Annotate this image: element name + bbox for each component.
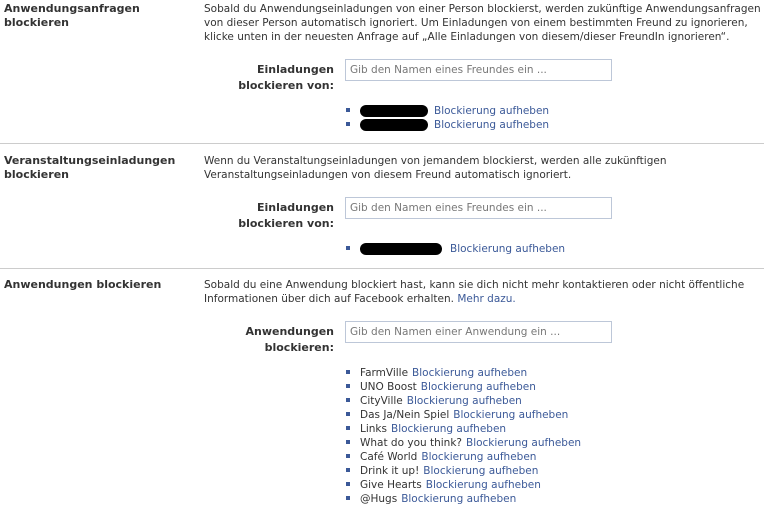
redacted-name [360,243,442,255]
bullet-icon [346,370,350,374]
redacted-name [360,119,428,131]
redacted-name [360,105,428,117]
app-name: Give Hearts [360,479,422,491]
list-item [346,464,581,478]
bullet-icon [346,412,350,416]
section-title: Anwendungsanfragen blockieren [4,2,140,29]
list-item [346,380,581,394]
field-label: Einladungen blockieren von: [238,201,334,230]
bullet-icon [346,440,350,444]
app-name: Das Ja/Nein Spiel [360,409,450,421]
section-description [204,278,764,306]
app-name: Links [360,423,387,435]
friend-name-input[interactable] [345,197,612,219]
list-item [346,478,581,492]
section-description: Sobald du Anwendungseinladungen von einer Person blockierst, werden zukünftige Anwendungsanfragen von dieser Person automatisch ignoriert. Um Einladungen von einem bestimmten Freund zu ignorieren, klicke unten in der neuesten Anfrage auf „Alle Einladungen von diesem/dieser FreundIn ignorieren“. [204,3,761,43]
app-name: Café World [360,451,418,463]
list-item [346,104,549,118]
list-item [346,366,581,380]
bullet-icon [346,454,350,458]
list-item [346,450,581,464]
app-name: FarmVille [360,367,409,379]
unblock-link[interactable]: Blockierung aufheben [420,381,536,393]
list-item [346,242,565,256]
bullet-icon [346,426,350,430]
app-name: @Hugs [360,493,398,505]
unblock-link[interactable]: Blockierung aufheben [425,479,541,491]
section-divider [0,268,764,269]
field-label: Einladungen blockieren von: [238,63,334,92]
bullet-icon [346,496,350,500]
bullet-icon [346,398,350,402]
unblock-link[interactable]: Blockierung aufheben [453,409,569,421]
unblock-link[interactable]: Blockierung aufheben [450,243,566,255]
bullet-icon [346,468,350,472]
app-name: CityVille [360,395,403,407]
section-title: Anwendungen blockieren [4,278,162,291]
list-item [346,408,581,422]
app-name: Drink it up! [360,465,420,477]
field-label: Anwendungen blockieren: [245,325,334,354]
unblock-link[interactable]: Blockierung aufheben [434,105,550,117]
blocked-list [346,104,549,132]
bullet-icon [346,246,350,250]
more-info-link[interactable]: Mehr dazu. [457,293,516,305]
blocked-apps-list [346,366,581,506]
bullet-icon [346,122,350,126]
app-name-input[interactable] [345,321,612,343]
section-description: Wenn du Veranstaltungseinladungen von jemandem blockierst, werden alle zukünftigen Veranstaltungseinladungen von diesem Freund automatisch ignoriert. [204,155,667,181]
unblock-link[interactable]: Blockierung aufheben [434,119,550,131]
unblock-link[interactable]: Blockierung aufheben [401,493,517,505]
app-name: What do you think? [360,437,462,449]
description-text: Sobald du eine Anwendung blockiert hast, kann sie dich nicht mehr kontaktieren oder nicht öffentliche Informationen über dich auf Facebook erhalten. [204,279,745,305]
unblock-link[interactable]: Blockierung aufheben [465,437,582,449]
list-item [346,492,581,506]
list-item [346,394,581,408]
unblock-link[interactable]: Blockierung aufheben [421,451,537,463]
unblock-link[interactable]: Blockierung aufheben [406,395,522,407]
bullet-icon [346,108,350,112]
unblock-link[interactable]: Blockierung aufheben [412,367,528,379]
section-title: Veranstaltungseinladungen blockieren [4,154,176,181]
unblock-link[interactable]: Blockierung aufheben [390,423,507,435]
unblock-link[interactable]: Blockierung aufheben [423,465,539,477]
list-item [346,436,581,450]
section-divider [0,143,764,144]
bullet-icon [346,384,350,388]
app-name: UNO Boost [360,381,417,393]
friend-name-input[interactable] [345,59,612,81]
bullet-icon [346,482,350,486]
list-item [346,118,549,132]
list-item [346,422,581,436]
blocked-list [346,242,565,256]
